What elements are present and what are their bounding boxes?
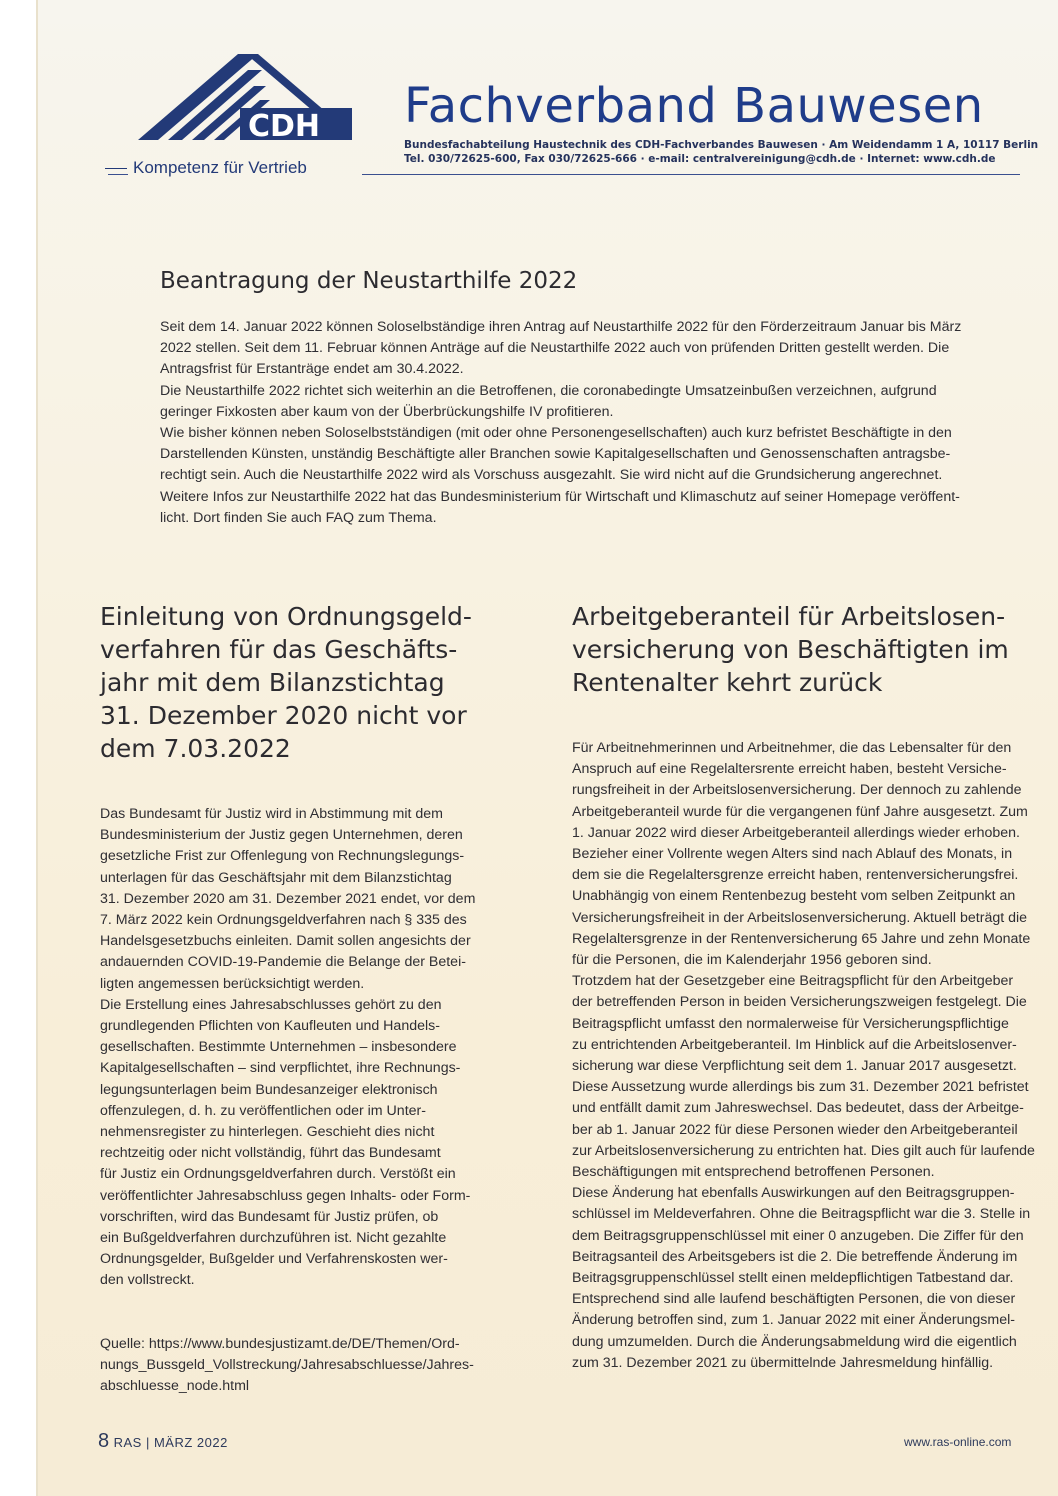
article-3-line: der betreffenden Person in beiden Versicherungszweigen festgelegt. Die (572, 994, 1027, 1011)
article-3-body (572, 738, 1035, 1374)
article-2-line: ligten angemessen berücksichtigt werden. (100, 975, 365, 992)
article-3-line: zum 31. Dezember 2021 zu übermittelnde Jahresmeldung hinfällig. (572, 1354, 994, 1371)
article-2-line: nehmensregister zu hinterlegen. Geschieht dies nicht (100, 1124, 435, 1141)
article-3-line: Beitragsgruppenschlüssel stellt einen meldepflichtigen Tatbestand dar. (572, 1270, 1014, 1287)
article-3-line: Beitragsanteil des Arbeitsgebers ist die 2. Die betreffende Änderung im (572, 1248, 1018, 1265)
article-3-line: und entfällt damit zum Jahreswechsel. Das bedeutet, dass der Arbeitge- (572, 1100, 1024, 1117)
source-line: Quelle: https://www.bundesjustizamt.de/DE/Themen/Ord- (100, 1336, 460, 1352)
article-3 (572, 600, 1035, 1371)
article-2-body (100, 804, 475, 1292)
article-3-line: für die Personen, die im Kalenderjahr 1956 geboren sind. (572, 952, 932, 969)
publication-label: RAS | MÄRZ 2022 (113, 1435, 228, 1450)
article-2-line: gesellschaften. Bestimmte Unternehmen – insbesondere (100, 1039, 457, 1056)
article-3-title (572, 600, 1024, 699)
article-2-line: unterlagen für das Geschäftsjahr mit dem Bilanzstichtag (100, 869, 452, 886)
article-3-title-line: Rentenalter kehrt zurück (572, 668, 883, 697)
article-2-line: 7. März 2022 kein Ordnungsgeldverfahren nach § 335 des (100, 912, 467, 929)
org-title: Fachverband Bauwesen (404, 78, 984, 134)
tagline-text: Kompetenz für Vertrieb (133, 158, 307, 177)
article-2-line: veröffentlichter Jahresabschluss gegen Inhalts- oder Form- (100, 1187, 471, 1204)
article-2-title-line: jahr mit dem Bilanzstichtag (100, 668, 445, 697)
article-3-line: dung umzumelden. Durch die Änderungsabmeldung wird die eigentlich (572, 1333, 1017, 1350)
article-3-line: Bezieher einer Vollrente wegen Alters sind nach Ablauf des Monats, in (572, 846, 1013, 863)
article-3-line: sicherung war diese Verpflichtung seit dem 1. Januar 2017 ausgesetzt. (572, 1058, 1017, 1075)
article-2-line: Das Bundesamt für Justiz wird in Abstimmung mit dem (100, 806, 443, 822)
article-2-line: rechtzeitig oder nicht vollständig, führt das Bundesamt (100, 1145, 441, 1162)
article-2-line: gesetzliche Frist zur Offenlegung von Rechnungslegungs- (100, 848, 465, 865)
article-2-title (100, 600, 480, 765)
article-2-title-line: dem 7.03.2022 (100, 734, 291, 763)
article-2-line: für Justiz ein Ordnungsgeldverfahren durch. Verstößt ein (100, 1166, 456, 1183)
article-2-line: legungsunterlagen beim Bundesanzeiger elektronisch (100, 1081, 438, 1098)
article-2-source (100, 1334, 474, 1398)
article-1-line: Weitere Infos zur Neustarthilfe 2022 hat das Bundesministerium für Wirtschaft und Klimaschutz auf seiner Homepage veröffent- (160, 488, 960, 505)
cdh-logo (130, 50, 360, 150)
article-1-line: Die Neustarthilfe 2022 richtet sich weiterhin an die Betroffenen, die coronabedingte Umsatzeinbußen verzeichnen, aufgrund (160, 382, 937, 399)
article-3-line: Für Arbeitnehmerinnen und Arbeitnehmer, die das Lebensalter für den (572, 740, 1012, 756)
article-3-line: schlüssel im Meldeverfahren. Ohne die Beitragspflicht war die 3. Stelle in (572, 1206, 1031, 1223)
article-3-line: dem Beitragsgruppenschlüssel mit einer 0 anzugeben. Die Ziffer für den (572, 1227, 1024, 1244)
article-2 (100, 600, 480, 1395)
footer-publication (98, 1430, 228, 1453)
article-2-title-line: verfahren für das Geschäfts- (100, 635, 458, 664)
header-rule (362, 174, 1020, 175)
article-2-line: vorschriften, wird das Bundesamt für Justiz prüfen, ob (100, 1208, 439, 1225)
article-3-line: Beschäftigungen mit entsprechend betroffenen Personen. (572, 1164, 935, 1181)
article-3-line: rungsfreiheit in der Arbeitslosenversicherung. Der dennoch zu zahlende (572, 782, 1022, 799)
article-2-line: Die Erstellung eines Jahresabschlusses gehört zu den (100, 996, 442, 1013)
org-subtitle: Bundesfachabteilung Haustechnik des CDH-Fachverbandes Bauwesen · Am Weidendamm 1 A, 10117 Berlin (404, 139, 1039, 151)
article-2-line: Ordnungsgelder, Bußgelder und Verfahrenskosten wer- (100, 1251, 448, 1268)
article-2-line: ein Bußgeldverfahren durchzuführen ist. Nicht gezahlte (100, 1230, 447, 1247)
article-3-line: Beitragspflicht umfasst den normalerweise für Versicherungspflichtige (572, 1015, 1009, 1032)
org-contact: Tel. 030/72625-600, Fax 030/72625-666 · e-mail: centralvereinigung@cdh.de · Internet: www.cdh.de (404, 153, 996, 165)
article-1-line: Seit dem 14. Januar 2022 können Soloselbständige ihren Antrag auf Neustarthilfe 2022 für den Förderzeitraum Januar bis März (160, 319, 962, 335)
article-2-line: Bundesministerium der Justiz gegen Unternehmen, deren (100, 827, 463, 844)
article-2-title-line: 31. Dezember 2020 nicht vor (100, 701, 467, 730)
article-3-line: ber ab 1. Januar 2022 für diese Personen wieder den Arbeitgeberanteil (572, 1121, 1018, 1138)
article-2-line: 31. Dezember 2020 am 31. Dezember 2021 endet, vor dem (100, 890, 476, 907)
source-line: nungs_Bussgeld_Vollstreckung/Jahresabschluesse/Jahres- (100, 1357, 474, 1374)
article-1-line: licht. Dort finden Sie auch FAQ zum Thema. (160, 509, 437, 526)
article-3-line: Diese Änderung hat ebenfalls Auswirkungen auf den Beitragsgruppen- (572, 1185, 1015, 1202)
logo-text: CDH (248, 109, 321, 144)
article-1-line: Darstellenden Künsten, unständig Beschäftigte aller Branchen sowie Kapitalgesellschaften und Genossenschaften antragsbe- (160, 446, 951, 463)
page-number: 8 (98, 1430, 110, 1452)
article-2-line: grundlegenden Pflichten von Kaufleuten und Handels- (100, 1018, 440, 1035)
footer-website: www.ras-online.com (904, 1435, 1012, 1449)
article-2-title-line: Einleitung von Ordnungsgeld- (100, 602, 472, 631)
article-3-line: Unabhängig von einem Rentenbezug besteht vom selben Zeitpunkt an (572, 888, 1016, 905)
article-3-line: Entsprechend sind alle laufend beschäftigten Personen, die von dieser (572, 1291, 1016, 1308)
article-2-line: andauernden COVID-19-Pandemie die Belange der Betei- (100, 954, 466, 971)
article-3-line: dem sie die Regelaltersgrenze erreicht haben, rentenversicherungsfrei. (572, 867, 1019, 884)
logo-tagline (105, 158, 405, 178)
article-1-line: 2022 stellen. Seit dem 11. Februar können Anträge auf die Neustarthilfe 2022 auch von prüfenden Dritten gestellt werden. Die (160, 340, 950, 357)
header-rule-left (108, 174, 128, 175)
article-2-line: Handelsgesetzbuchs einleiten. Damit sollen angesichts der (100, 933, 471, 950)
article-2-line: den vollstreckt. (100, 1272, 195, 1289)
article-1-line: geringer Fixkosten aber kaum von der Überbrückungshilfe IV profitieren. (160, 403, 614, 420)
article-3-line: zur Arbeitslosenversicherung zu entrichten hat. Dies gilt auch für laufende (572, 1142, 1035, 1159)
article-3-line: Trotzdem hat der Gesetzgeber eine Beitragspflicht für den Arbeitgeber (572, 973, 1014, 990)
article-1-line: Wie bisher können neben Soloselbstständigen (mit oder ohne Personengesellschaften) auch kurz befristet Beschäftigte in den (160, 425, 952, 442)
article-3-line: Versicherungsfreiheit in der Arbeitslosenversicherung. Aktuell beträgt die (572, 909, 1028, 926)
page-edge (36, 0, 38, 1496)
article-3-line: zu entrichtenden Arbeitgeberanteil. Im Hinblick auf die Arbeitslosenver- (572, 1036, 1017, 1053)
article-2-line: Kapitalgesellschaften – sind verpflichtet, ihre Rechnungs- (100, 1060, 461, 1077)
article-3-line: Diese Aussetzung wurde allerdings bis zum 31. Dezember 2021 befristet (572, 1079, 1029, 1096)
article-3-line: 1. Januar 2022 wird dieser Arbeitgeberanteil allerdings wieder erhoben. (572, 824, 1020, 841)
article-1-body (160, 317, 1022, 529)
article-3-line: Arbeitgeberanteil wurde für die vergangenen fünf Jahre ausgesetzt. Zum (572, 803, 1028, 820)
article-3-title-line: versicherung von Beschäftigten im (572, 635, 1009, 664)
article-3-line: Änderung betroffen sind, zum 1. Januar 2022 mit einer Änderungsmel- (572, 1312, 1015, 1329)
source-line: abschluesse_node.html (100, 1378, 250, 1395)
article-3-line: Anspruch auf eine Regelaltersrente erreicht haben, besteht Versiche- (572, 761, 1007, 778)
article-2-line: offenzulegen, d. h. zu veröffentlichen oder im Unter- (100, 1102, 426, 1119)
article-1-line: Antragsfrist für Erstanträge endet am 30.4.2022. (160, 361, 464, 378)
article-1-title: Beantragung der Neustarthilfe 2022 (160, 268, 578, 294)
article-3-title-line: Arbeitgeberanteil für Arbeitslosen- (572, 602, 1006, 631)
article-3-line: Regelaltersgrenze in der Rentenversicherung 65 Jahre und zehn Monate (572, 930, 1031, 947)
article-1-line: rechtigt sein. Auch die Neustarthilfe 2022 wird als Vorschuss ausgezahlt. Sie wird nicht auf die Grundsicherung angerechnet. (160, 467, 943, 484)
